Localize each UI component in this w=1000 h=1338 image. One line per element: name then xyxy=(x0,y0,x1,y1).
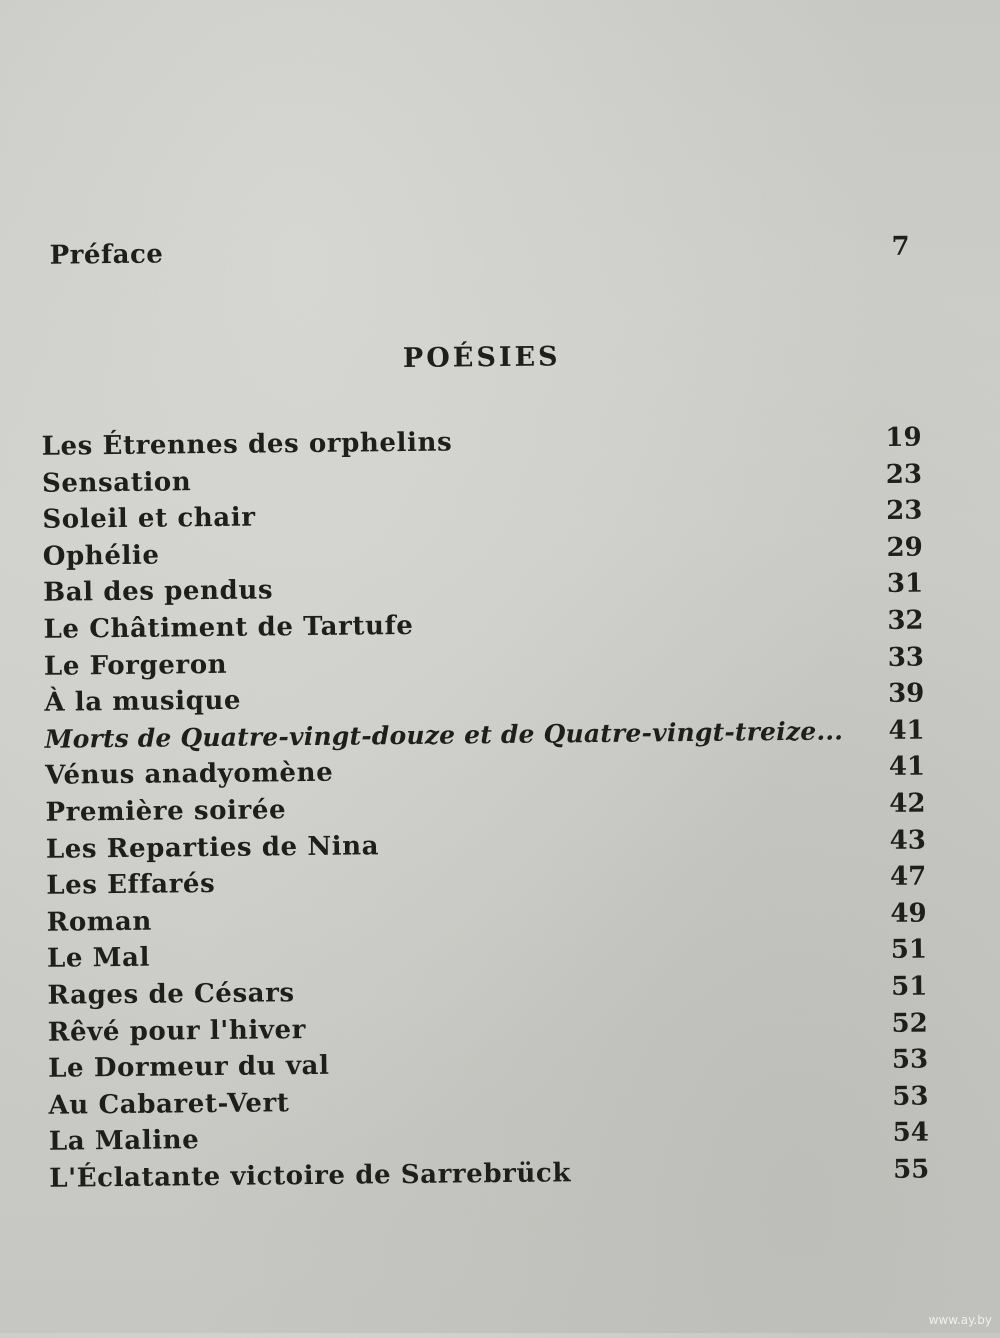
section-title: POÉSIES xyxy=(402,341,561,374)
toc-entry-page-number: 23 xyxy=(885,459,923,490)
toc-entry xyxy=(49,1151,929,1197)
toc-entry-page-number: 33 xyxy=(887,642,925,673)
toc-entry-page-number: 53 xyxy=(892,1081,929,1112)
toc-entry-title: La Maline xyxy=(48,1125,200,1158)
toc-entry-title: Première soirée xyxy=(45,795,287,828)
toc-entry-page-number: 29 xyxy=(886,532,923,563)
toc-entry-page-number: 41 xyxy=(888,715,925,746)
toc-entry-title: Le Châtiment de Tartufe xyxy=(43,610,414,645)
toc-entry-title: Le Forgeron xyxy=(43,649,228,682)
toc-entry-title: Les Effarés xyxy=(46,869,216,901)
toc-entry-page-number: 47 xyxy=(889,861,927,893)
toc-entry-title: Bal des pendus xyxy=(43,575,274,609)
toc-entry-page-number: 51 xyxy=(891,971,928,1002)
toc-entry-title: Le Mal xyxy=(46,942,151,975)
toc-entry-page-number: 53 xyxy=(891,1044,929,1076)
preface-page-number: 7 xyxy=(891,231,910,262)
toc-entry-page-number: 39 xyxy=(887,678,925,710)
toc-entry-page-number: 51 xyxy=(890,934,928,966)
preface-label: Préface xyxy=(49,239,164,271)
toc-entry-title: Les Étrennes des orphelins xyxy=(41,427,453,462)
preface-entry xyxy=(50,232,910,281)
toc-entry-title: Au Cabaret-Vert xyxy=(48,1087,290,1121)
toc-entry-title: À la musique xyxy=(44,685,242,718)
toc-entry-page-number: 23 xyxy=(886,495,923,527)
toc-entry-page-number: 42 xyxy=(889,788,926,819)
toc-entry-title: Soleil et chair xyxy=(42,502,256,535)
toc-entry-title: Rêvé pour l'hiver xyxy=(47,1014,307,1048)
toc-entry-page-number: 31 xyxy=(886,568,924,600)
toc-entry-title: Ophélie xyxy=(42,540,160,572)
toc-entry-title: Roman xyxy=(46,906,153,938)
toc-entry-page-number: 41 xyxy=(888,751,926,783)
toc-entry-title: Sensation xyxy=(41,466,192,499)
toc-entry-page-number: 52 xyxy=(891,1008,928,1039)
toc-entry-page-number: 32 xyxy=(887,605,924,636)
toc-entry-title: Les Reparties de Nina xyxy=(45,830,380,865)
toc-entry-title: Le Dormeur du val xyxy=(48,1050,330,1084)
toc-entry-title: L'Éclatante victoire de Sarrebrück xyxy=(49,1158,572,1194)
watermark: www.ay.by xyxy=(928,1313,992,1327)
toc-entry-page-number: 55 xyxy=(892,1154,930,1185)
toc-entry-title: Morts de Quatre-vingt-douze et de Quatre-vingt-treize... xyxy=(44,716,844,754)
toc-entry-title: Vénus anadyomène xyxy=(44,758,334,792)
toc-entry-page-number: 19 xyxy=(885,422,922,453)
toc-entry-title: Rages de Césars xyxy=(47,978,295,1011)
toc-entry-page-number: 49 xyxy=(890,898,927,929)
toc-entry-page-number: 43 xyxy=(889,825,926,856)
toc-entry-page-number: 54 xyxy=(892,1117,930,1149)
table-of-contents xyxy=(41,420,929,1198)
